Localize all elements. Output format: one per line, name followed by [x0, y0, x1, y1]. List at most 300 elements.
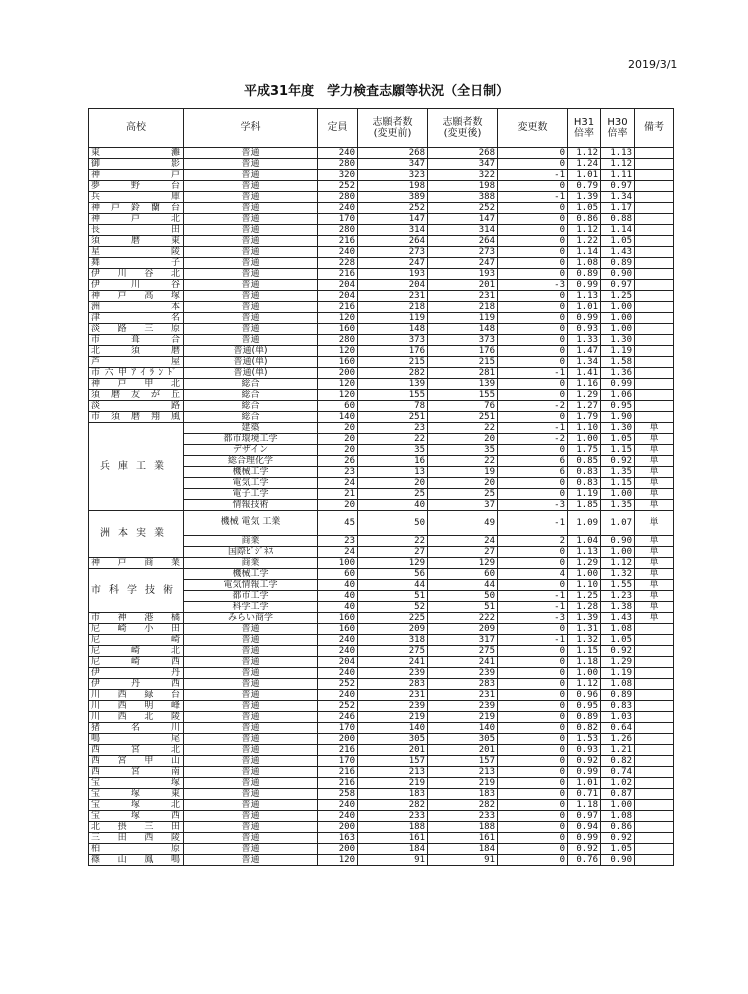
note-cell — [635, 855, 674, 866]
ratio-h31-cell: 1.79 — [568, 412, 601, 423]
table-row — [89, 159, 674, 170]
applicants-after-cell: 91 — [428, 855, 498, 866]
capacity-cell: 23 — [318, 536, 358, 547]
change-cell: 0 — [498, 313, 568, 324]
note-cell — [635, 379, 674, 390]
applicants-after-cell: 222 — [428, 613, 498, 624]
applicants-before-cell: 213 — [358, 767, 428, 778]
school-group-cell: 市科学技術 — [89, 569, 184, 613]
dept-cell: 普通 — [184, 679, 318, 690]
capacity-cell: 240 — [318, 148, 358, 159]
applicants-after-cell: 322 — [428, 170, 498, 181]
ratio-h31-cell: 1.12 — [568, 148, 601, 159]
table-row — [89, 324, 674, 335]
applicants-before-cell: 22 — [358, 536, 428, 547]
applicants-before-cell: 23 — [358, 423, 428, 434]
applicants-before-cell: 204 — [358, 280, 428, 291]
change-cell: 0 — [498, 478, 568, 489]
ratio-h30-cell: 1.19 — [601, 346, 635, 357]
change-cell: 0 — [498, 324, 568, 335]
ratio-h31-cell: 0.96 — [568, 690, 601, 701]
table-row — [89, 789, 674, 800]
table-row — [89, 657, 674, 668]
dept-cell: 普通 — [184, 214, 318, 225]
change-cell: 0 — [498, 203, 568, 214]
change-cell: 0 — [498, 269, 568, 280]
applicants-after-cell: 176 — [428, 346, 498, 357]
applicants-after-cell: 264 — [428, 236, 498, 247]
ratio-h30-cell: 0.86 — [601, 822, 635, 833]
change-cell: 0 — [498, 822, 568, 833]
ratio-h30-cell: 1.15 — [601, 445, 635, 456]
applicants-after-cell: 231 — [428, 291, 498, 302]
school-cell: 淡路三原 — [89, 324, 184, 335]
ratio-h31-cell: 1.25 — [568, 591, 601, 602]
school-cell: 市葺合 — [89, 335, 184, 346]
table-row — [89, 203, 674, 214]
change-cell: -1 — [498, 635, 568, 646]
header-applicants-before: 志願者数 (変更前) — [358, 109, 428, 148]
ratio-h31-cell: 1.14 — [568, 247, 601, 258]
change-cell: 4 — [498, 569, 568, 580]
school-cell: 市須磨翔風 — [89, 412, 184, 423]
applicants-before-cell: 347 — [358, 159, 428, 170]
applicants-after-cell: 247 — [428, 258, 498, 269]
dept-cell: 普通 — [184, 668, 318, 679]
table-row — [89, 390, 674, 401]
ratio-h30-cell: 1.00 — [601, 324, 635, 335]
capacity-cell: 170 — [318, 756, 358, 767]
school-cell: 宝塚 — [89, 778, 184, 789]
note-cell — [635, 203, 674, 214]
change-cell: 0 — [498, 547, 568, 558]
ratio-h30-cell: 1.90 — [601, 412, 635, 423]
school-cell: 津名 — [89, 313, 184, 324]
ratio-h30-cell: 0.92 — [601, 456, 635, 467]
ratio-h30-cell: 0.74 — [601, 767, 635, 778]
applicants-after-cell: 283 — [428, 679, 498, 690]
capacity-cell: 216 — [318, 269, 358, 280]
ratio-h30-cell: 1.00 — [601, 302, 635, 313]
ratio-h31-cell: 0.99 — [568, 313, 601, 324]
dept-cell: 普通 — [184, 269, 318, 280]
school-cell: 西宮甲山 — [89, 756, 184, 767]
table-row — [89, 723, 674, 734]
change-cell: 0 — [498, 357, 568, 368]
applicants-after-cell: 20 — [428, 434, 498, 445]
applicants-after-cell: 373 — [428, 335, 498, 346]
dept-cell: 普通 — [184, 855, 318, 866]
ratio-h31-cell: 1.16 — [568, 379, 601, 390]
dept-cell: 普通 — [184, 844, 318, 855]
change-cell: 0 — [498, 778, 568, 789]
ratio-h30-cell: 0.88 — [601, 214, 635, 225]
school-cell: 兵庫 — [89, 192, 184, 203]
ratio-h30-cell: 1.13 — [601, 148, 635, 159]
capacity-cell: 160 — [318, 324, 358, 335]
table-row — [89, 558, 674, 569]
note-cell — [635, 833, 674, 844]
applicants-before-cell: 50 — [358, 511, 428, 536]
capacity-cell: 320 — [318, 170, 358, 181]
change-cell: -3 — [498, 280, 568, 291]
change-cell: -1 — [498, 368, 568, 379]
dept-cell: 普通 — [184, 324, 318, 335]
ratio-h31-cell: 0.83 — [568, 467, 601, 478]
ratio-h31-cell: 1.01 — [568, 778, 601, 789]
school-cell: 西宮北 — [89, 745, 184, 756]
dept-cell: 電子工学 — [184, 489, 318, 500]
applicants-before-cell: 91 — [358, 855, 428, 866]
capacity-cell: 24 — [318, 478, 358, 489]
dept-cell: 商業 — [184, 536, 318, 547]
application-status-table — [88, 108, 674, 866]
note-cell: 単 — [635, 423, 674, 434]
applicants-before-cell: 119 — [358, 313, 428, 324]
table-row — [89, 148, 674, 159]
table-row — [89, 280, 674, 291]
applicants-after-cell: 314 — [428, 225, 498, 236]
header-note: 備考 — [635, 109, 674, 148]
ratio-h31-cell: 1.39 — [568, 192, 601, 203]
change-cell: 0 — [498, 624, 568, 635]
table-row — [89, 767, 674, 778]
dept-cell: 普通 — [184, 181, 318, 192]
table-row — [89, 635, 674, 646]
capacity-cell: 163 — [318, 833, 358, 844]
ratio-h31-cell: 0.71 — [568, 789, 601, 800]
table-row — [89, 701, 674, 712]
dept-cell: 総合 — [184, 401, 318, 412]
ratio-h31-cell: 1.19 — [568, 489, 601, 500]
table-row — [89, 181, 674, 192]
dept-cell: 電気情報工学 — [184, 580, 318, 591]
table-row — [89, 778, 674, 789]
applicants-before-cell: 40 — [358, 500, 428, 511]
change-cell: 0 — [498, 445, 568, 456]
ratio-h30-cell: 1.35 — [601, 500, 635, 511]
applicants-before-cell: 56 — [358, 569, 428, 580]
applicants-after-cell: 60 — [428, 569, 498, 580]
ratio-h30-cell: 0.95 — [601, 401, 635, 412]
school-cell: 尼崎 — [89, 635, 184, 646]
ratio-h30-cell: 1.43 — [601, 247, 635, 258]
change-cell: -3 — [498, 613, 568, 624]
note-cell: 単 — [635, 478, 674, 489]
applicants-before-cell: 188 — [358, 822, 428, 833]
capacity-cell: 240 — [318, 668, 358, 679]
capacity-cell: 216 — [318, 778, 358, 789]
school-cell: 神戸北 — [89, 214, 184, 225]
applicants-after-cell: 215 — [428, 357, 498, 368]
change-cell: 0 — [498, 657, 568, 668]
note-cell — [635, 800, 674, 811]
change-cell: 0 — [498, 148, 568, 159]
ratio-h30-cell: 1.30 — [601, 335, 635, 346]
school-cell: 西宮南 — [89, 767, 184, 778]
applicants-before-cell: 251 — [358, 412, 428, 423]
ratio-h30-cell: 0.97 — [601, 181, 635, 192]
change-cell: 0 — [498, 225, 568, 236]
school-cell: 川西明峰 — [89, 701, 184, 712]
table-row — [89, 745, 674, 756]
ratio-h31-cell: 0.93 — [568, 324, 601, 335]
applicants-after-cell: 201 — [428, 745, 498, 756]
ratio-h30-cell: 1.12 — [601, 159, 635, 170]
applicants-after-cell: 233 — [428, 811, 498, 822]
school-cell: 北摂三田 — [89, 822, 184, 833]
table-row — [89, 247, 674, 258]
capacity-cell: 216 — [318, 767, 358, 778]
applicants-after-cell: 388 — [428, 192, 498, 203]
table-row — [89, 833, 674, 844]
note-cell — [635, 679, 674, 690]
capacity-cell: 200 — [318, 844, 358, 855]
applicants-before-cell: 129 — [358, 558, 428, 569]
change-cell: 0 — [498, 811, 568, 822]
change-cell: 0 — [498, 800, 568, 811]
applicants-after-cell: 268 — [428, 148, 498, 159]
capacity-cell: 120 — [318, 313, 358, 324]
ratio-h31-cell: 1.41 — [568, 368, 601, 379]
table-row — [89, 811, 674, 822]
ratio-h30-cell: 1.17 — [601, 203, 635, 214]
dept-cell: 国際ﾋﾞｼﾞﾈｽ — [184, 547, 318, 558]
change-cell: -1 — [498, 170, 568, 181]
capacity-cell: 216 — [318, 236, 358, 247]
table-row — [89, 412, 674, 423]
change-cell: -3 — [498, 500, 568, 511]
note-cell: 単 — [635, 591, 674, 602]
note-cell — [635, 346, 674, 357]
ratio-h30-cell: 1.12 — [601, 558, 635, 569]
school-cell: 伊丹 — [89, 668, 184, 679]
capacity-cell: 252 — [318, 181, 358, 192]
applicants-before-cell: 314 — [358, 225, 428, 236]
capacity-cell: 216 — [318, 302, 358, 313]
ratio-h30-cell: 1.07 — [601, 511, 635, 536]
dept-cell: 普通 — [184, 225, 318, 236]
applicants-before-cell: 155 — [358, 390, 428, 401]
applicants-after-cell: 49 — [428, 511, 498, 536]
school-cell: 宝塚西 — [89, 811, 184, 822]
school-cell: 鳴尾 — [89, 734, 184, 745]
ratio-h31-cell: 1.39 — [568, 613, 601, 624]
note-cell — [635, 712, 674, 723]
note-cell — [635, 170, 674, 181]
capacity-cell: 228 — [318, 258, 358, 269]
note-cell — [635, 302, 674, 313]
school-cell: 長田 — [89, 225, 184, 236]
ratio-h30-cell: 1.00 — [601, 547, 635, 558]
ratio-h31-cell: 1.00 — [568, 668, 601, 679]
ratio-h31-cell: 1.32 — [568, 635, 601, 646]
applicants-before-cell: 389 — [358, 192, 428, 203]
ratio-h31-cell: 1.29 — [568, 558, 601, 569]
note-cell: 単 — [635, 613, 674, 624]
ratio-h31-cell: 1.85 — [568, 500, 601, 511]
ratio-h31-cell: 0.76 — [568, 855, 601, 866]
dept-cell: 普通 — [184, 800, 318, 811]
change-cell: 0 — [498, 412, 568, 423]
table-row — [89, 368, 674, 379]
school-cell: 篠山鳳鳴 — [89, 855, 184, 866]
table-row — [89, 291, 674, 302]
note-cell: 単 — [635, 500, 674, 511]
ratio-h30-cell: 0.99 — [601, 379, 635, 390]
school-group-cell: 洲本実業 — [89, 511, 184, 558]
ratio-h31-cell: 0.93 — [568, 745, 601, 756]
header-applicants-after: 志願者数 (変更後) — [428, 109, 498, 148]
note-cell — [635, 412, 674, 423]
change-cell: 0 — [498, 580, 568, 591]
table-row — [89, 511, 674, 536]
applicants-after-cell: 273 — [428, 247, 498, 258]
ratio-h30-cell: 0.82 — [601, 756, 635, 767]
ratio-h31-cell: 1.31 — [568, 624, 601, 635]
capacity-cell: 160 — [318, 613, 358, 624]
applicants-after-cell: 193 — [428, 269, 498, 280]
capacity-cell: 40 — [318, 602, 358, 613]
table-header-row — [89, 109, 674, 148]
applicants-before-cell: 233 — [358, 811, 428, 822]
note-cell — [635, 745, 674, 756]
change-cell: -1 — [498, 423, 568, 434]
note-cell — [635, 789, 674, 800]
table-row — [89, 225, 674, 236]
school-cell: 神戸鈴蘭台 — [89, 203, 184, 214]
note-cell — [635, 324, 674, 335]
header-dept: 学科 — [184, 109, 318, 148]
applicants-before-cell: 219 — [358, 712, 428, 723]
applicants-after-cell: 19 — [428, 467, 498, 478]
report-date: 2019/3/1 — [628, 58, 678, 71]
ratio-h30-cell: 1.55 — [601, 580, 635, 591]
dept-cell: 普通 — [184, 247, 318, 258]
change-cell: 0 — [498, 833, 568, 844]
applicants-after-cell: 50 — [428, 591, 498, 602]
capacity-cell: 240 — [318, 800, 358, 811]
ratio-h31-cell: 1.00 — [568, 434, 601, 445]
note-cell — [635, 401, 674, 412]
capacity-cell: 170 — [318, 723, 358, 734]
note-cell — [635, 778, 674, 789]
capacity-cell: 60 — [318, 569, 358, 580]
table-row — [89, 214, 674, 225]
dept-cell: 都市環境工学 — [184, 434, 318, 445]
dept-cell: 都市工学 — [184, 591, 318, 602]
dept-cell: みらい商学 — [184, 613, 318, 624]
applicants-after-cell: 27 — [428, 547, 498, 558]
ratio-h30-cell: 1.43 — [601, 613, 635, 624]
applicants-before-cell: 13 — [358, 467, 428, 478]
ratio-h31-cell: 1.33 — [568, 335, 601, 346]
applicants-after-cell: 241 — [428, 657, 498, 668]
applicants-after-cell: 37 — [428, 500, 498, 511]
applicants-after-cell: 188 — [428, 822, 498, 833]
applicants-after-cell: 24 — [428, 536, 498, 547]
applicants-after-cell: 252 — [428, 203, 498, 214]
school-cell: 尼崎小田 — [89, 624, 184, 635]
change-cell: 0 — [498, 712, 568, 723]
applicants-after-cell: 129 — [428, 558, 498, 569]
applicants-after-cell: 209 — [428, 624, 498, 635]
applicants-before-cell: 51 — [358, 591, 428, 602]
applicants-before-cell: 193 — [358, 269, 428, 280]
dept-cell: 普通 — [184, 302, 318, 313]
ratio-h30-cell: 1.15 — [601, 478, 635, 489]
ratio-h31-cell: 0.99 — [568, 280, 601, 291]
dept-cell: 普通 — [184, 833, 318, 844]
applicants-before-cell: 201 — [358, 745, 428, 756]
ratio-h30-cell: 1.36 — [601, 368, 635, 379]
ratio-h30-cell: 0.89 — [601, 258, 635, 269]
ratio-h31-cell: 0.79 — [568, 181, 601, 192]
applicants-before-cell: 318 — [358, 635, 428, 646]
dept-cell: 普通(単) — [184, 357, 318, 368]
capacity-cell: 120 — [318, 379, 358, 390]
ratio-h30-cell: 0.92 — [601, 833, 635, 844]
applicants-before-cell: 176 — [358, 346, 428, 357]
ratio-h31-cell: 1.04 — [568, 536, 601, 547]
applicants-before-cell: 252 — [358, 203, 428, 214]
ratio-h30-cell: 1.14 — [601, 225, 635, 236]
ratio-h31-cell: 0.85 — [568, 456, 601, 467]
school-cell: 尼崎北 — [89, 646, 184, 657]
page-title: 平成31年度 学力検査志願等状況（全日制） — [244, 84, 510, 99]
dept-cell: 普通 — [184, 756, 318, 767]
capacity-cell: 200 — [318, 368, 358, 379]
ratio-h30-cell: 1.05 — [601, 635, 635, 646]
change-cell: -2 — [498, 401, 568, 412]
applicants-before-cell: 231 — [358, 690, 428, 701]
ratio-h30-cell: 1.25 — [601, 291, 635, 302]
ratio-h30-cell: 1.32 — [601, 569, 635, 580]
school-cell: 川西緑台 — [89, 690, 184, 701]
dept-cell: 普通 — [184, 811, 318, 822]
note-cell — [635, 734, 674, 745]
applicants-before-cell: 215 — [358, 357, 428, 368]
dept-cell: 普通(単) — [184, 346, 318, 357]
table-row — [89, 170, 674, 181]
table-row — [89, 756, 674, 767]
dept-cell: 機械 電気 工業 — [184, 511, 318, 536]
ratio-h30-cell: 0.97 — [601, 280, 635, 291]
note-cell — [635, 192, 674, 203]
note-cell — [635, 214, 674, 225]
table-body — [89, 148, 674, 866]
dept-cell: 普通 — [184, 313, 318, 324]
ratio-h30-cell: 1.30 — [601, 423, 635, 434]
dept-cell: 普通 — [184, 192, 318, 203]
dept-cell: 電気工学 — [184, 478, 318, 489]
school-cell: 舞子 — [89, 258, 184, 269]
ratio-h30-cell: 1.34 — [601, 192, 635, 203]
ratio-h31-cell: 1.47 — [568, 346, 601, 357]
dept-cell: 普通(単) — [184, 368, 318, 379]
dept-cell: 普通 — [184, 701, 318, 712]
dept-cell: 普通 — [184, 335, 318, 346]
change-cell: 0 — [498, 291, 568, 302]
ratio-h31-cell: 1.12 — [568, 225, 601, 236]
applicants-after-cell: 198 — [428, 181, 498, 192]
school-cell: 夢野台 — [89, 181, 184, 192]
ratio-h30-cell: 1.29 — [601, 657, 635, 668]
dept-cell: 普通 — [184, 236, 318, 247]
applicants-after-cell: 305 — [428, 734, 498, 745]
note-cell: 単 — [635, 558, 674, 569]
applicants-after-cell: 119 — [428, 313, 498, 324]
